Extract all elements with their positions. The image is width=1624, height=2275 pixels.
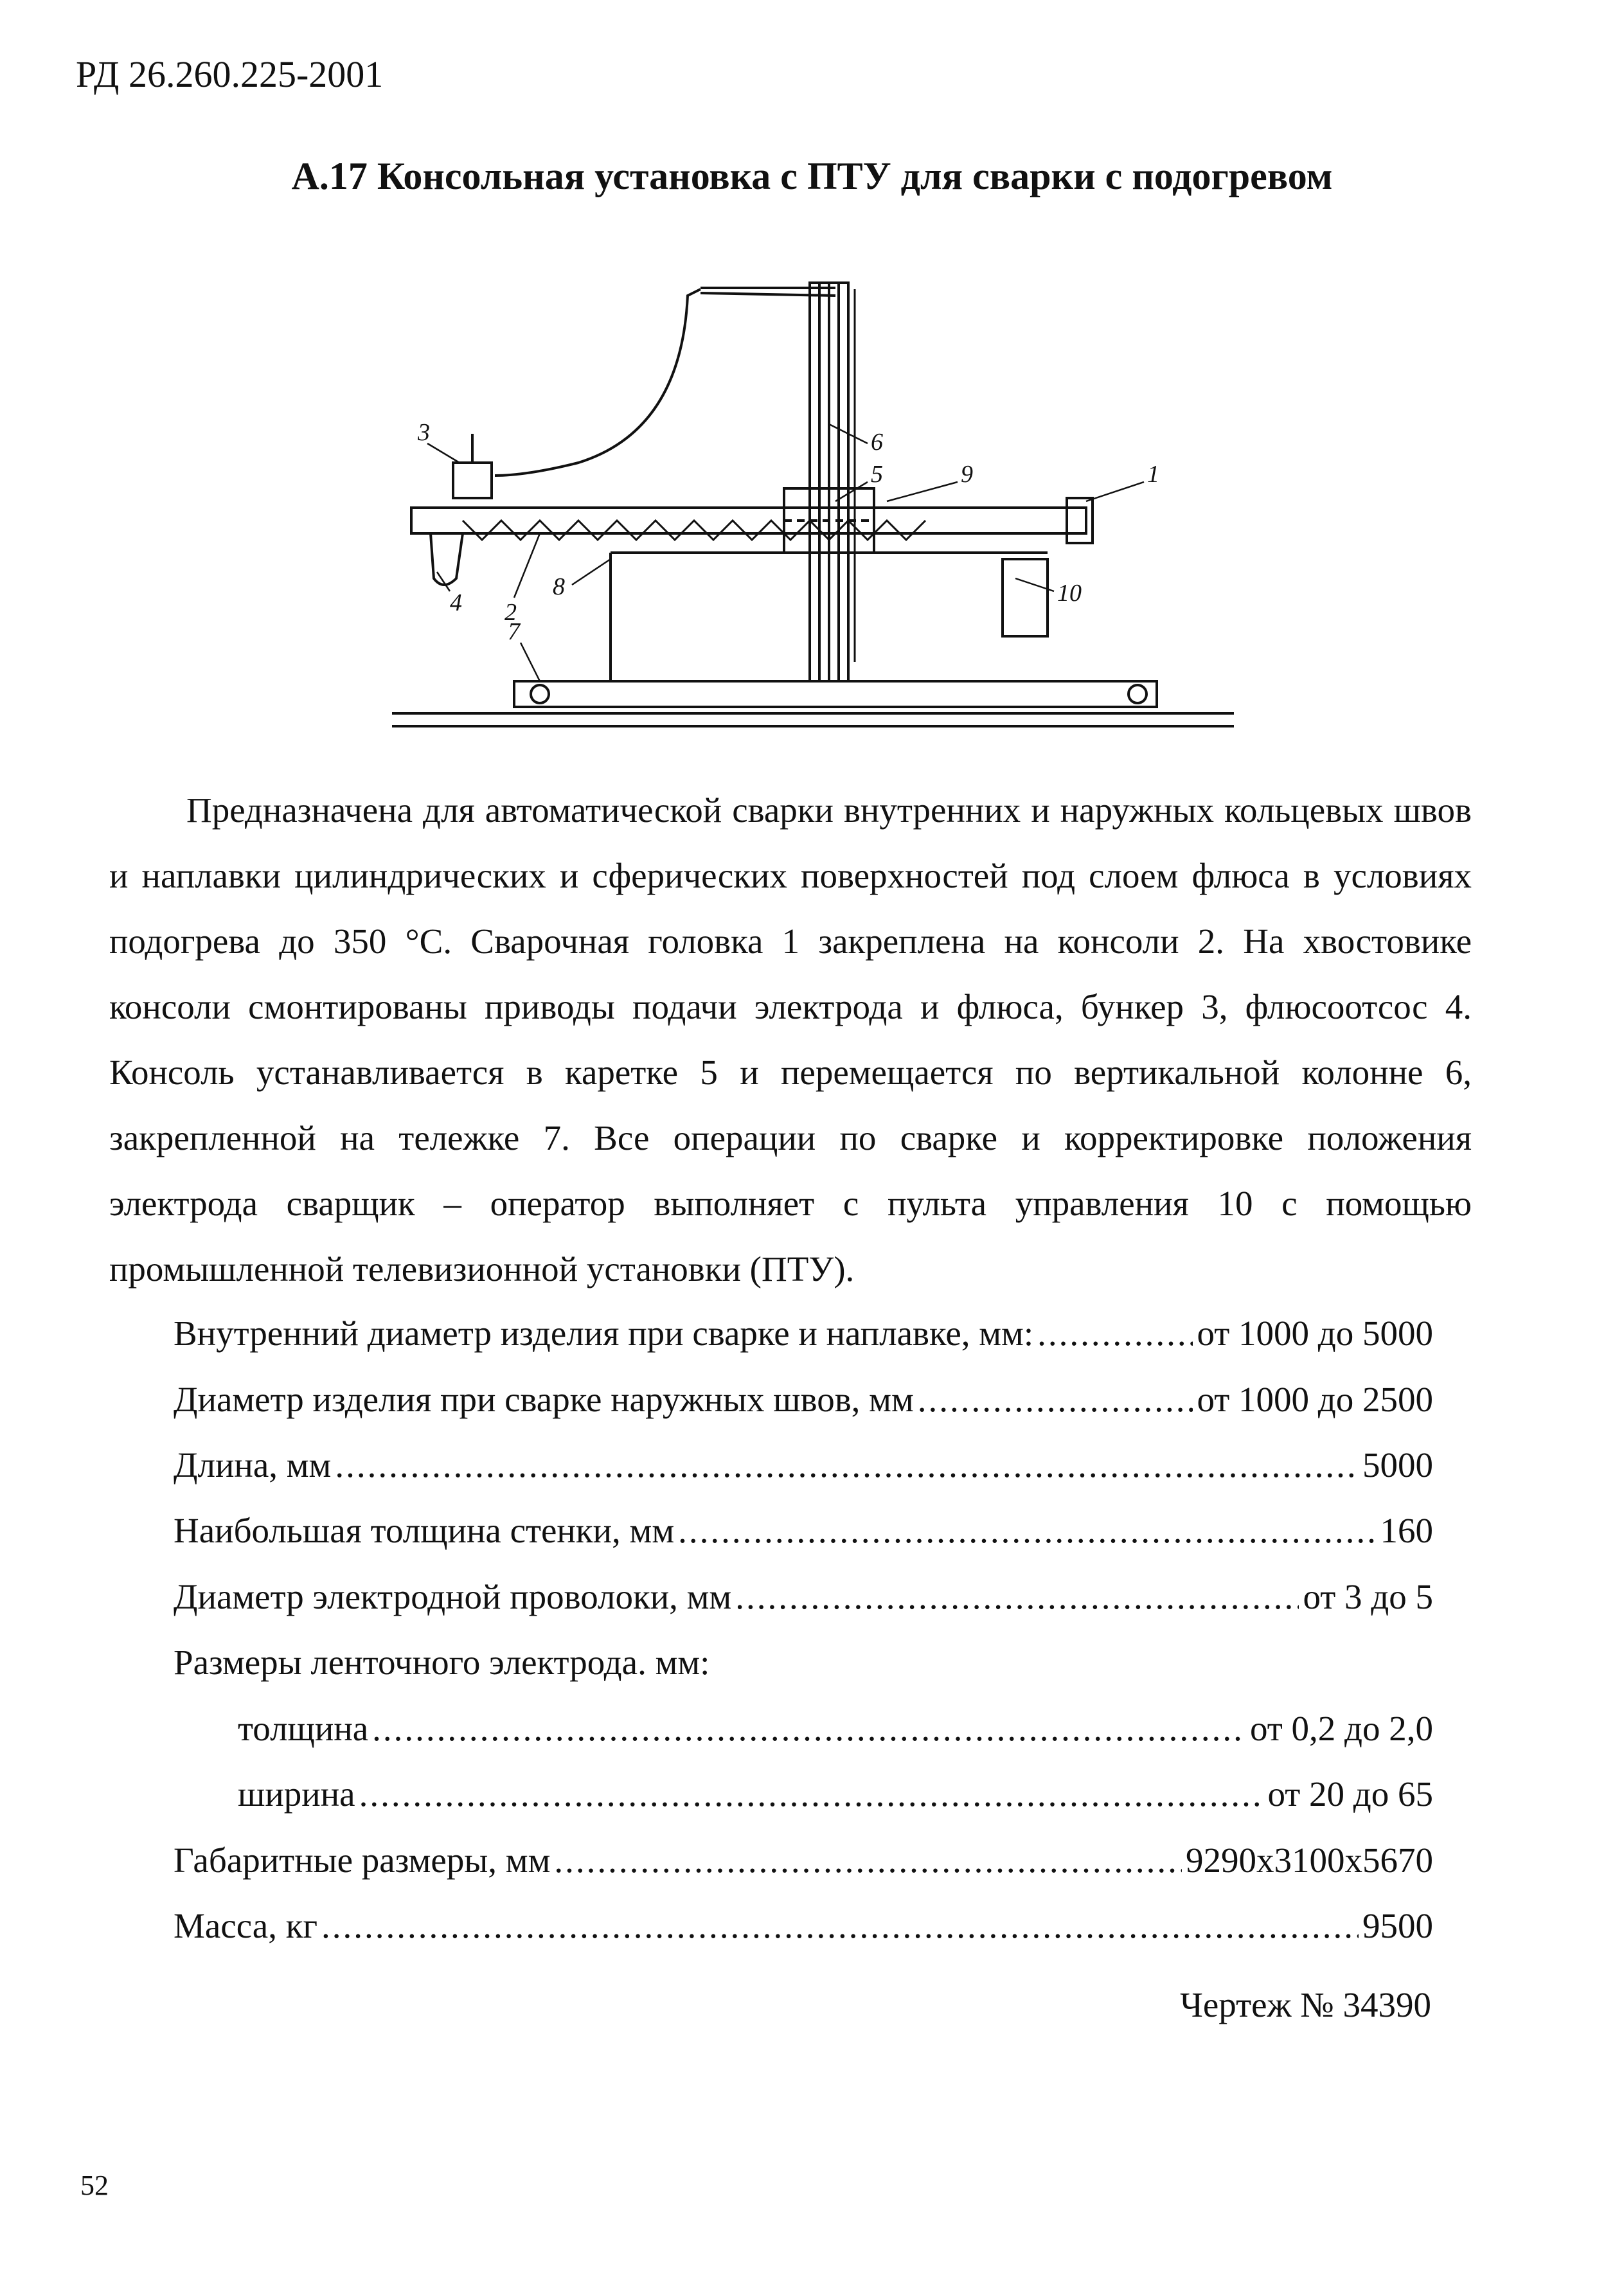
spec-row: [174, 1512, 1433, 1550]
leader-dots: [678, 1512, 1376, 1550]
leader-dots: [321, 1907, 1359, 1945]
drawing-reference: Чертеж № 34390: [1180, 1985, 1431, 2024]
section-title: А.17 Консольная установка с ПТУ для сварки с подогревом: [291, 155, 1333, 197]
spec-row: [238, 1775, 1433, 1814]
callout-2: 2: [504, 599, 517, 626]
leader-dots: [372, 1709, 1246, 1748]
trolley: [514, 681, 1157, 707]
spec-row: [174, 1841, 1433, 1880]
welding-head: [1067, 498, 1093, 543]
welding-installation-drawing: [386, 270, 1240, 739]
callout-5: 5: [871, 461, 883, 488]
spec-value: от 3 до 5: [1303, 1577, 1433, 1616]
flux-suction: [431, 533, 463, 585]
leader-dots: [359, 1775, 1264, 1814]
callout-1: 1: [1147, 461, 1159, 488]
spec-value: 160: [1380, 1511, 1433, 1550]
spec-value: от 1000 до 5000: [1197, 1314, 1433, 1353]
spec-label: Диаметр электродной проволоки, мм: [174, 1577, 732, 1616]
spec-label: Длина, мм: [174, 1445, 332, 1485]
callout-8: 8: [553, 573, 565, 600]
spec-row: [174, 1380, 1433, 1419]
spec-value: от 1000 до 2500: [1197, 1380, 1433, 1419]
spec-value: от 20 до 65: [1267, 1774, 1433, 1814]
page-number: 52: [80, 2170, 109, 2201]
console-beam: [411, 508, 1086, 533]
cable-line: [495, 289, 700, 476]
leader-dots: [554, 1841, 1182, 1880]
callout-3: 3: [418, 419, 430, 446]
leader-dots: [335, 1446, 1359, 1485]
control-panel: [1003, 559, 1048, 636]
spec-row: [174, 1907, 1433, 1945]
leader-dots: [735, 1578, 1299, 1616]
document-code: РД 26.260.225-2001: [76, 53, 384, 95]
spec-value: 9290x3100x5670: [1186, 1841, 1433, 1880]
spec-label: Габаритные размеры, мм: [174, 1841, 551, 1880]
beam-truss: [463, 521, 925, 540]
spec-label: Масса, кг: [174, 1906, 318, 1945]
spec-value: 5000: [1362, 1445, 1433, 1485]
leader-dots: [918, 1380, 1193, 1419]
spec-value: 9500: [1362, 1906, 1433, 1945]
spec-label: Наибольшая толщина стенки, мм: [174, 1511, 675, 1550]
technical-drawing: [386, 270, 1240, 739]
spec-label: толщина: [238, 1709, 369, 1748]
spec-label: ширина: [238, 1774, 355, 1814]
callout-4: 4: [450, 589, 462, 616]
spec-row: [174, 1314, 1433, 1353]
description-paragraph: Предназначена для автоматической сварки внутренних и наружных кольцевых швов и наплавки цилиндрических и сферических поверхностей под слоем флюса в условиях подогрева до 350 °С. Сварочная головка 1 закреплена на консоли 2. На хвостовике консоли смонтированы приводы подачи электрода и флюса, бункер 3, флюсоотсос 4. Консоль устанавливается в каретке 5 и перемещается по вертикальной колонне 6, закрепленной на тележке 7. Все операции по сварке и корректировке положения электрода сварщик – оператор выполняет с пульта управления 10 с помощью промышленной телевизионной установки (ПТУ).: [109, 790, 1472, 1289]
callout-6: 6: [871, 429, 883, 456]
strip-electrode-heading: Размеры ленточного электрода. мм:: [174, 1643, 710, 1682]
spec-label: Диаметр изделия при сварке наружных швов, мм: [174, 1380, 914, 1419]
callout-10: 10: [1057, 580, 1082, 607]
spec-row: [174, 1578, 1433, 1616]
spec-label: Внутренний диаметр изделия при сварке и наплавке, мм:: [174, 1314, 1034, 1353]
flux-hopper: [453, 463, 492, 498]
spec-row: [238, 1709, 1433, 1748]
spec-row: [174, 1446, 1433, 1485]
leader-dots: [1037, 1314, 1193, 1353]
spec-value: от 0,2 до 2,0: [1249, 1709, 1433, 1748]
callout-7: 7: [508, 618, 520, 645]
callout-9: 9: [961, 461, 973, 488]
